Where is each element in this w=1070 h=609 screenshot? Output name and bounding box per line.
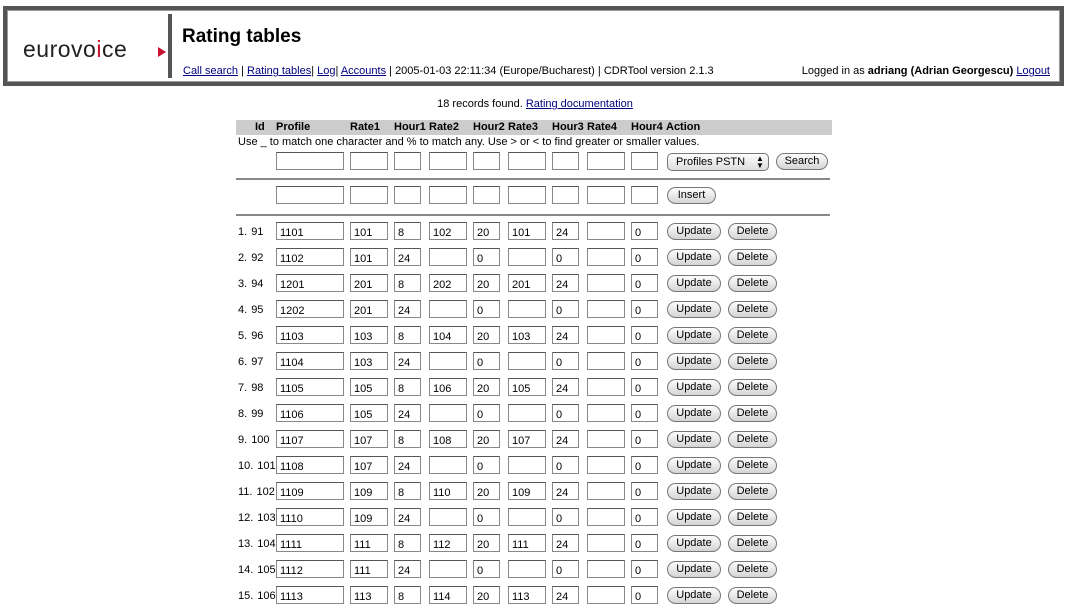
column-header-rate3: Rate3: [508, 121, 538, 133]
row-hour3-input[interactable]: 0: [552, 352, 579, 370]
delete-button[interactable]: Delete: [728, 223, 777, 240]
delete-button[interactable]: Delete: [728, 405, 777, 422]
row-rate2-input[interactable]: 202: [429, 274, 467, 292]
filter-hour2-input[interactable]: [473, 152, 500, 170]
table-row: [236, 427, 832, 453]
filter-rate4-input[interactable]: [587, 152, 625, 170]
column-header-profile: Profile: [276, 121, 311, 133]
row-rate2-input[interactable]: 104: [429, 326, 467, 344]
page-title: Rating tables: [182, 26, 302, 47]
row-rate2-input[interactable]: [429, 560, 467, 578]
row-rate2-input[interactable]: 112: [429, 534, 467, 552]
row-rate3-input[interactable]: 111: [508, 534, 546, 552]
update-button[interactable]: Update: [667, 431, 721, 448]
row-rate2-input[interactable]: [429, 248, 467, 266]
row-hour2-input[interactable]: 20: [473, 534, 500, 552]
row-rate2-input[interactable]: 110: [429, 482, 467, 500]
insert-hour2-input[interactable]: [473, 186, 500, 204]
update-button[interactable]: Update: [667, 249, 721, 266]
row-number-id: 5. 96: [238, 330, 264, 342]
row-rate3-input[interactable]: [508, 404, 546, 422]
row-rate3-input[interactable]: [508, 352, 546, 370]
search-hint: Use _ to match one character and % to match any. Use > or < to find greater or smaller values.: [238, 136, 700, 148]
select-value: Profiles PSTN: [676, 156, 746, 168]
row-profile-input[interactable]: 1109: [276, 482, 344, 500]
column-header-id: Id: [255, 121, 265, 133]
insert-hour3-input[interactable]: [552, 186, 579, 204]
row-hour4-input[interactable]: 0: [631, 326, 658, 344]
row-profile-input[interactable]: 1202: [276, 300, 344, 318]
row-rate1-input[interactable]: 201: [350, 300, 388, 318]
row-rate4-input[interactable]: [587, 586, 625, 604]
row-rate2-input[interactable]: [429, 508, 467, 526]
row-hour3-input[interactable]: 0: [552, 300, 579, 318]
row-hour1-input[interactable]: 24: [394, 300, 421, 318]
row-rate1-input[interactable]: 109: [350, 508, 388, 526]
update-button[interactable]: Update: [667, 223, 721, 240]
row-rate1-input[interactable]: 111: [350, 560, 388, 578]
row-rate3-input[interactable]: [508, 456, 546, 474]
row-rate2-input[interactable]: 114: [429, 586, 467, 604]
table-row: [236, 583, 832, 609]
row-hour1-input[interactable]: 24: [394, 456, 421, 474]
update-button[interactable]: Update: [667, 509, 721, 526]
table-row: [236, 245, 832, 271]
row-rate3-input[interactable]: [508, 508, 546, 526]
logo-arrow-icon: [158, 47, 166, 57]
table-row: [236, 453, 832, 479]
insert-hour1-input[interactable]: [394, 186, 421, 204]
table-header: [236, 120, 832, 135]
rating-documentation-link[interactable]: Rating documentation: [525, 98, 633, 110]
row-hour1-input[interactable]: 24: [394, 560, 421, 578]
row-hour4-input[interactable]: 0: [631, 274, 658, 292]
row-hour4-input[interactable]: 0: [631, 352, 658, 370]
delete-button[interactable]: Delete: [728, 587, 777, 604]
row-number-id: 6. 97: [238, 356, 264, 368]
row-rate2-input[interactable]: [429, 404, 467, 422]
row-rate1-input[interactable]: 109: [350, 482, 388, 500]
row-rate1-input[interactable]: 107: [350, 430, 388, 448]
row-rate1-input[interactable]: 103: [350, 352, 388, 370]
row-hour4-input[interactable]: 0: [631, 248, 658, 266]
row-hour1-input[interactable]: 24: [394, 508, 421, 526]
row-number-id: 7. 98: [238, 382, 264, 394]
row-hour2-input[interactable]: 20: [473, 430, 500, 448]
row-number-id: 1. 91: [238, 226, 264, 238]
row-hour2-input[interactable]: 0: [473, 560, 500, 578]
update-button[interactable]: Update: [667, 483, 721, 500]
row-hour3-input[interactable]: 24: [552, 274, 579, 292]
row-rate2-input[interactable]: 102: [429, 222, 467, 240]
row-hour1-input[interactable]: 8: [394, 586, 421, 604]
row-rate3-input[interactable]: 113: [508, 586, 546, 604]
nav-call-search[interactable]: Call search: [183, 65, 239, 77]
update-button[interactable]: Update: [667, 405, 721, 422]
row-hour1-input[interactable]: 24: [394, 352, 421, 370]
logo-cell: [11, 14, 172, 78]
update-button[interactable]: Update: [667, 587, 721, 604]
server-timestamp: 2005-01-03 22:11:34 (Europe/Bucharest): [395, 65, 595, 77]
nav-log[interactable]: Log: [317, 65, 336, 77]
row-number-id: 8. 99: [238, 408, 264, 420]
insert-rate2-input[interactable]: [429, 186, 467, 204]
delete-button[interactable]: Delete: [728, 301, 777, 318]
table-row: [236, 271, 832, 297]
row-hour1-input[interactable]: 8: [394, 534, 421, 552]
row-number-id: 2. 92: [238, 252, 264, 264]
row-profile-input[interactable]: 1110: [276, 508, 344, 526]
row-hour4-input[interactable]: 0: [631, 404, 658, 422]
row-number-id: 10. 101: [238, 460, 276, 472]
row-hour4-input[interactable]: 0: [631, 300, 658, 318]
table-row: [236, 557, 832, 583]
row-number-id: 11. 102: [238, 486, 275, 498]
row-hour4-input[interactable]: 0: [631, 534, 658, 552]
table-row: [236, 297, 832, 323]
column-header-hour3: Hour3: [552, 121, 584, 133]
row-number-id: 13. 104: [238, 538, 276, 550]
delete-button[interactable]: Delete: [728, 353, 777, 370]
row-hour3-input[interactable]: 24: [552, 430, 579, 448]
top-nav: Call search | Rating tables| Log| Accounts | 2005-01-03 22:11:34 (Europe/Bucharest) | CDRTool version 2.1.3: [183, 65, 714, 77]
row-hour2-input[interactable]: 0: [473, 248, 500, 266]
row-hour3-input[interactable]: 24: [552, 534, 579, 552]
row-hour3-input[interactable]: 24: [552, 222, 579, 240]
row-profile-input[interactable]: 1112: [276, 560, 344, 578]
row-rate3-input[interactable]: 201: [508, 274, 546, 292]
insert-rate3-input[interactable]: [508, 186, 546, 204]
row-hour4-input[interactable]: 0: [631, 430, 658, 448]
filter-rate1-input[interactable]: [350, 152, 388, 170]
filter-hour3-input[interactable]: [552, 152, 579, 170]
update-button[interactable]: Update: [667, 327, 721, 344]
insert-hour4-input[interactable]: [631, 186, 658, 204]
row-profile-input[interactable]: 1106: [276, 404, 344, 422]
update-button[interactable]: Update: [667, 353, 721, 370]
row-rate1-input[interactable]: 101: [350, 248, 388, 266]
row-rate3-input[interactable]: 107: [508, 430, 546, 448]
delete-button[interactable]: Delete: [728, 483, 777, 500]
row-hour1-input[interactable]: 24: [394, 248, 421, 266]
row-hour4-input[interactable]: 0: [631, 586, 658, 604]
row-rate1-input[interactable]: 201: [350, 274, 388, 292]
filter-rate2-input[interactable]: [429, 152, 467, 170]
row-hour3-input[interactable]: 0: [552, 404, 579, 422]
table-row: [236, 505, 832, 531]
row-hour3-input[interactable]: 0: [552, 508, 579, 526]
row-number-id: 12. 103: [238, 512, 276, 524]
row-hour3-input[interactable]: 24: [552, 378, 579, 396]
insert-rate1-input[interactable]: [350, 186, 388, 204]
row-profile-input[interactable]: 1105: [276, 378, 344, 396]
row-rate3-input[interactable]: 101: [508, 222, 546, 240]
row-rate2-input[interactable]: 106: [429, 378, 467, 396]
update-button[interactable]: Update: [667, 275, 721, 292]
records-summary: [0, 98, 1070, 110]
update-button[interactable]: Update: [667, 301, 721, 318]
row-profile-input[interactable]: 1108: [276, 456, 344, 474]
page-header: [3, 6, 1064, 86]
row-rate2-input[interactable]: [429, 456, 467, 474]
table-row: [236, 401, 832, 427]
row-number-id: 4. 95: [238, 304, 264, 316]
row-hour4-input[interactable]: 0: [631, 508, 658, 526]
row-number-id: 14. 105: [238, 564, 276, 576]
row-rate4-input[interactable]: [587, 404, 625, 422]
update-button[interactable]: Update: [667, 457, 721, 474]
row-rate1-input[interactable]: 105: [350, 404, 388, 422]
table-row: [236, 219, 832, 245]
delete-button[interactable]: Delete: [728, 249, 777, 266]
row-rate4-input[interactable]: [587, 352, 625, 370]
row-profile-input[interactable]: 1201: [276, 274, 344, 292]
column-header-action: Action: [666, 121, 701, 133]
delete-button[interactable]: Delete: [728, 379, 777, 396]
row-rate4-input[interactable]: [587, 482, 625, 500]
row-rate4-input[interactable]: [587, 560, 625, 578]
row-hour1-input[interactable]: 8: [394, 378, 421, 396]
table-row: [236, 531, 832, 557]
insert-button[interactable]: Insert: [667, 187, 716, 204]
row-profile-input[interactable]: 1101: [276, 222, 344, 240]
table-row: [236, 375, 832, 401]
row-profile-input[interactable]: 1111: [276, 534, 344, 552]
select-arrows-icon: ▲ ▼: [756, 154, 764, 170]
row-number-id: 15. 106: [238, 590, 276, 602]
logout-link[interactable]: Logout: [1016, 65, 1050, 77]
divider: [236, 214, 830, 216]
row-rate1-input[interactable]: 105: [350, 378, 388, 396]
row-hour4-input[interactable]: 0: [631, 482, 658, 500]
row-hour2-input[interactable]: 0: [473, 456, 500, 474]
row-profile-input[interactable]: 1103: [276, 326, 344, 344]
table-row: [236, 323, 832, 349]
row-rate2-input[interactable]: 108: [429, 430, 467, 448]
version-label: CDRTool version 2.1.3: [603, 65, 714, 77]
delete-button[interactable]: Delete: [728, 561, 777, 578]
nav-accounts[interactable]: Accounts: [340, 65, 387, 77]
row-rate4-input[interactable]: [587, 508, 625, 526]
row-rate3-input[interactable]: [508, 248, 546, 266]
insert-rate4-input[interactable]: [587, 186, 625, 204]
row-rate4-input[interactable]: [587, 300, 625, 318]
row-profile-input[interactable]: 1102: [276, 248, 344, 266]
table-row: [236, 479, 832, 505]
row-hour3-input[interactable]: 0: [552, 560, 579, 578]
row-hour3-input[interactable]: 24: [552, 326, 579, 344]
row-hour2-input[interactable]: 20: [473, 326, 500, 344]
column-header-rate4: Rate4: [587, 121, 617, 133]
insert-profile-input[interactable]: [276, 186, 344, 204]
row-rate4-input[interactable]: [587, 222, 625, 240]
row-hour4-input[interactable]: 0: [631, 456, 658, 474]
row-rate1-input[interactable]: 111: [350, 534, 388, 552]
row-profile-input[interactable]: 1107: [276, 430, 344, 448]
row-hour1-input[interactable]: 8: [394, 326, 421, 344]
row-rate4-input[interactable]: [587, 326, 625, 344]
row-hour1-input[interactable]: 8: [394, 222, 421, 240]
records-count: 18 records found.: [437, 98, 523, 110]
table-row: [236, 349, 832, 375]
row-rate4-input[interactable]: [587, 534, 625, 552]
row-profile-input[interactable]: 1104: [276, 352, 344, 370]
row-rate2-input[interactable]: [429, 300, 467, 318]
divider: [236, 178, 830, 180]
row-rate4-input[interactable]: [587, 456, 625, 474]
row-hour1-input[interactable]: 8: [394, 430, 421, 448]
row-hour4-input[interactable]: 0: [631, 560, 658, 578]
update-button[interactable]: Update: [667, 379, 721, 396]
column-header-hour1: Hour1: [394, 121, 426, 133]
row-number-id: 9. 100: [238, 434, 270, 446]
row-hour1-input[interactable]: 8: [394, 482, 421, 500]
filter-rate3-input[interactable]: [508, 152, 546, 170]
search-button[interactable]: Search: [776, 153, 828, 170]
row-hour2-input[interactable]: 20: [473, 222, 500, 240]
filter-row: [236, 149, 832, 177]
row-hour1-input[interactable]: 8: [394, 274, 421, 292]
row-hour2-input[interactable]: 0: [473, 352, 500, 370]
row-rate3-input[interactable]: 105: [508, 378, 546, 396]
row-rate1-input[interactable]: 101: [350, 222, 388, 240]
row-profile-input[interactable]: 1113: [276, 586, 344, 604]
row-rate4-input[interactable]: [587, 430, 625, 448]
row-hour2-input[interactable]: 20: [473, 482, 500, 500]
row-rate1-input[interactable]: 113: [350, 586, 388, 604]
delete-button[interactable]: Delete: [728, 327, 777, 344]
row-hour2-input[interactable]: 20: [473, 274, 500, 292]
row-hour2-input[interactable]: 0: [473, 404, 500, 422]
row-hour2-input[interactable]: 0: [473, 300, 500, 318]
filter-hour4-input[interactable]: [631, 152, 658, 170]
row-rate2-input[interactable]: [429, 352, 467, 370]
row-rate3-input[interactable]: 103: [508, 326, 546, 344]
delete-button[interactable]: Delete: [728, 275, 777, 292]
column-header-hour2: Hour2: [473, 121, 505, 133]
row-rate3-input[interactable]: [508, 300, 546, 318]
row-rate3-input[interactable]: [508, 560, 546, 578]
row-rate4-input[interactable]: [587, 274, 625, 292]
row-hour3-input[interactable]: 24: [552, 482, 579, 500]
delete-button[interactable]: Delete: [728, 457, 777, 474]
rating-table: [236, 120, 832, 609]
login-status: Logged in as adriang (Adrian Georgescu) Logout: [801, 65, 1050, 77]
nav-rating-tables[interactable]: Rating tables: [247, 65, 312, 77]
row-hour4-input[interactable]: 0: [631, 378, 658, 396]
delete-button[interactable]: Delete: [728, 431, 777, 448]
logged-user: adriang (Adrian Georgescu): [867, 65, 1014, 77]
update-button[interactable]: Update: [667, 535, 721, 552]
row-hour2-input[interactable]: 0: [473, 508, 500, 526]
row-hour3-input[interactable]: 0: [552, 456, 579, 474]
delete-button[interactable]: Delete: [728, 535, 777, 552]
profile-type-select[interactable]: [667, 153, 769, 171]
row-hour2-input[interactable]: 20: [473, 586, 500, 604]
row-rate4-input[interactable]: [587, 248, 625, 266]
insert-row: [236, 183, 832, 213]
delete-button[interactable]: Delete: [728, 509, 777, 526]
row-hour3-input[interactable]: 0: [552, 248, 579, 266]
row-rate1-input[interactable]: 107: [350, 456, 388, 474]
row-hour1-input[interactable]: 24: [394, 404, 421, 422]
column-header-hour4: Hour4: [631, 121, 663, 133]
row-rate1-input[interactable]: 103: [350, 326, 388, 344]
update-button[interactable]: Update: [667, 561, 721, 578]
column-header-rate1: Rate1: [350, 121, 380, 133]
row-hour3-input[interactable]: 24: [552, 586, 579, 604]
row-rate4-input[interactable]: [587, 378, 625, 396]
row-number-id: 3. 94: [238, 278, 264, 290]
column-header-rate2: Rate2: [429, 121, 459, 133]
row-hour2-input[interactable]: 20: [473, 378, 500, 396]
filter-profile-input[interactable]: [276, 152, 344, 170]
row-hour4-input[interactable]: 0: [631, 222, 658, 240]
eurovoice-logo: eurovoice: [23, 36, 128, 62]
row-rate3-input[interactable]: 109: [508, 482, 546, 500]
filter-hour1-input[interactable]: [394, 152, 421, 170]
